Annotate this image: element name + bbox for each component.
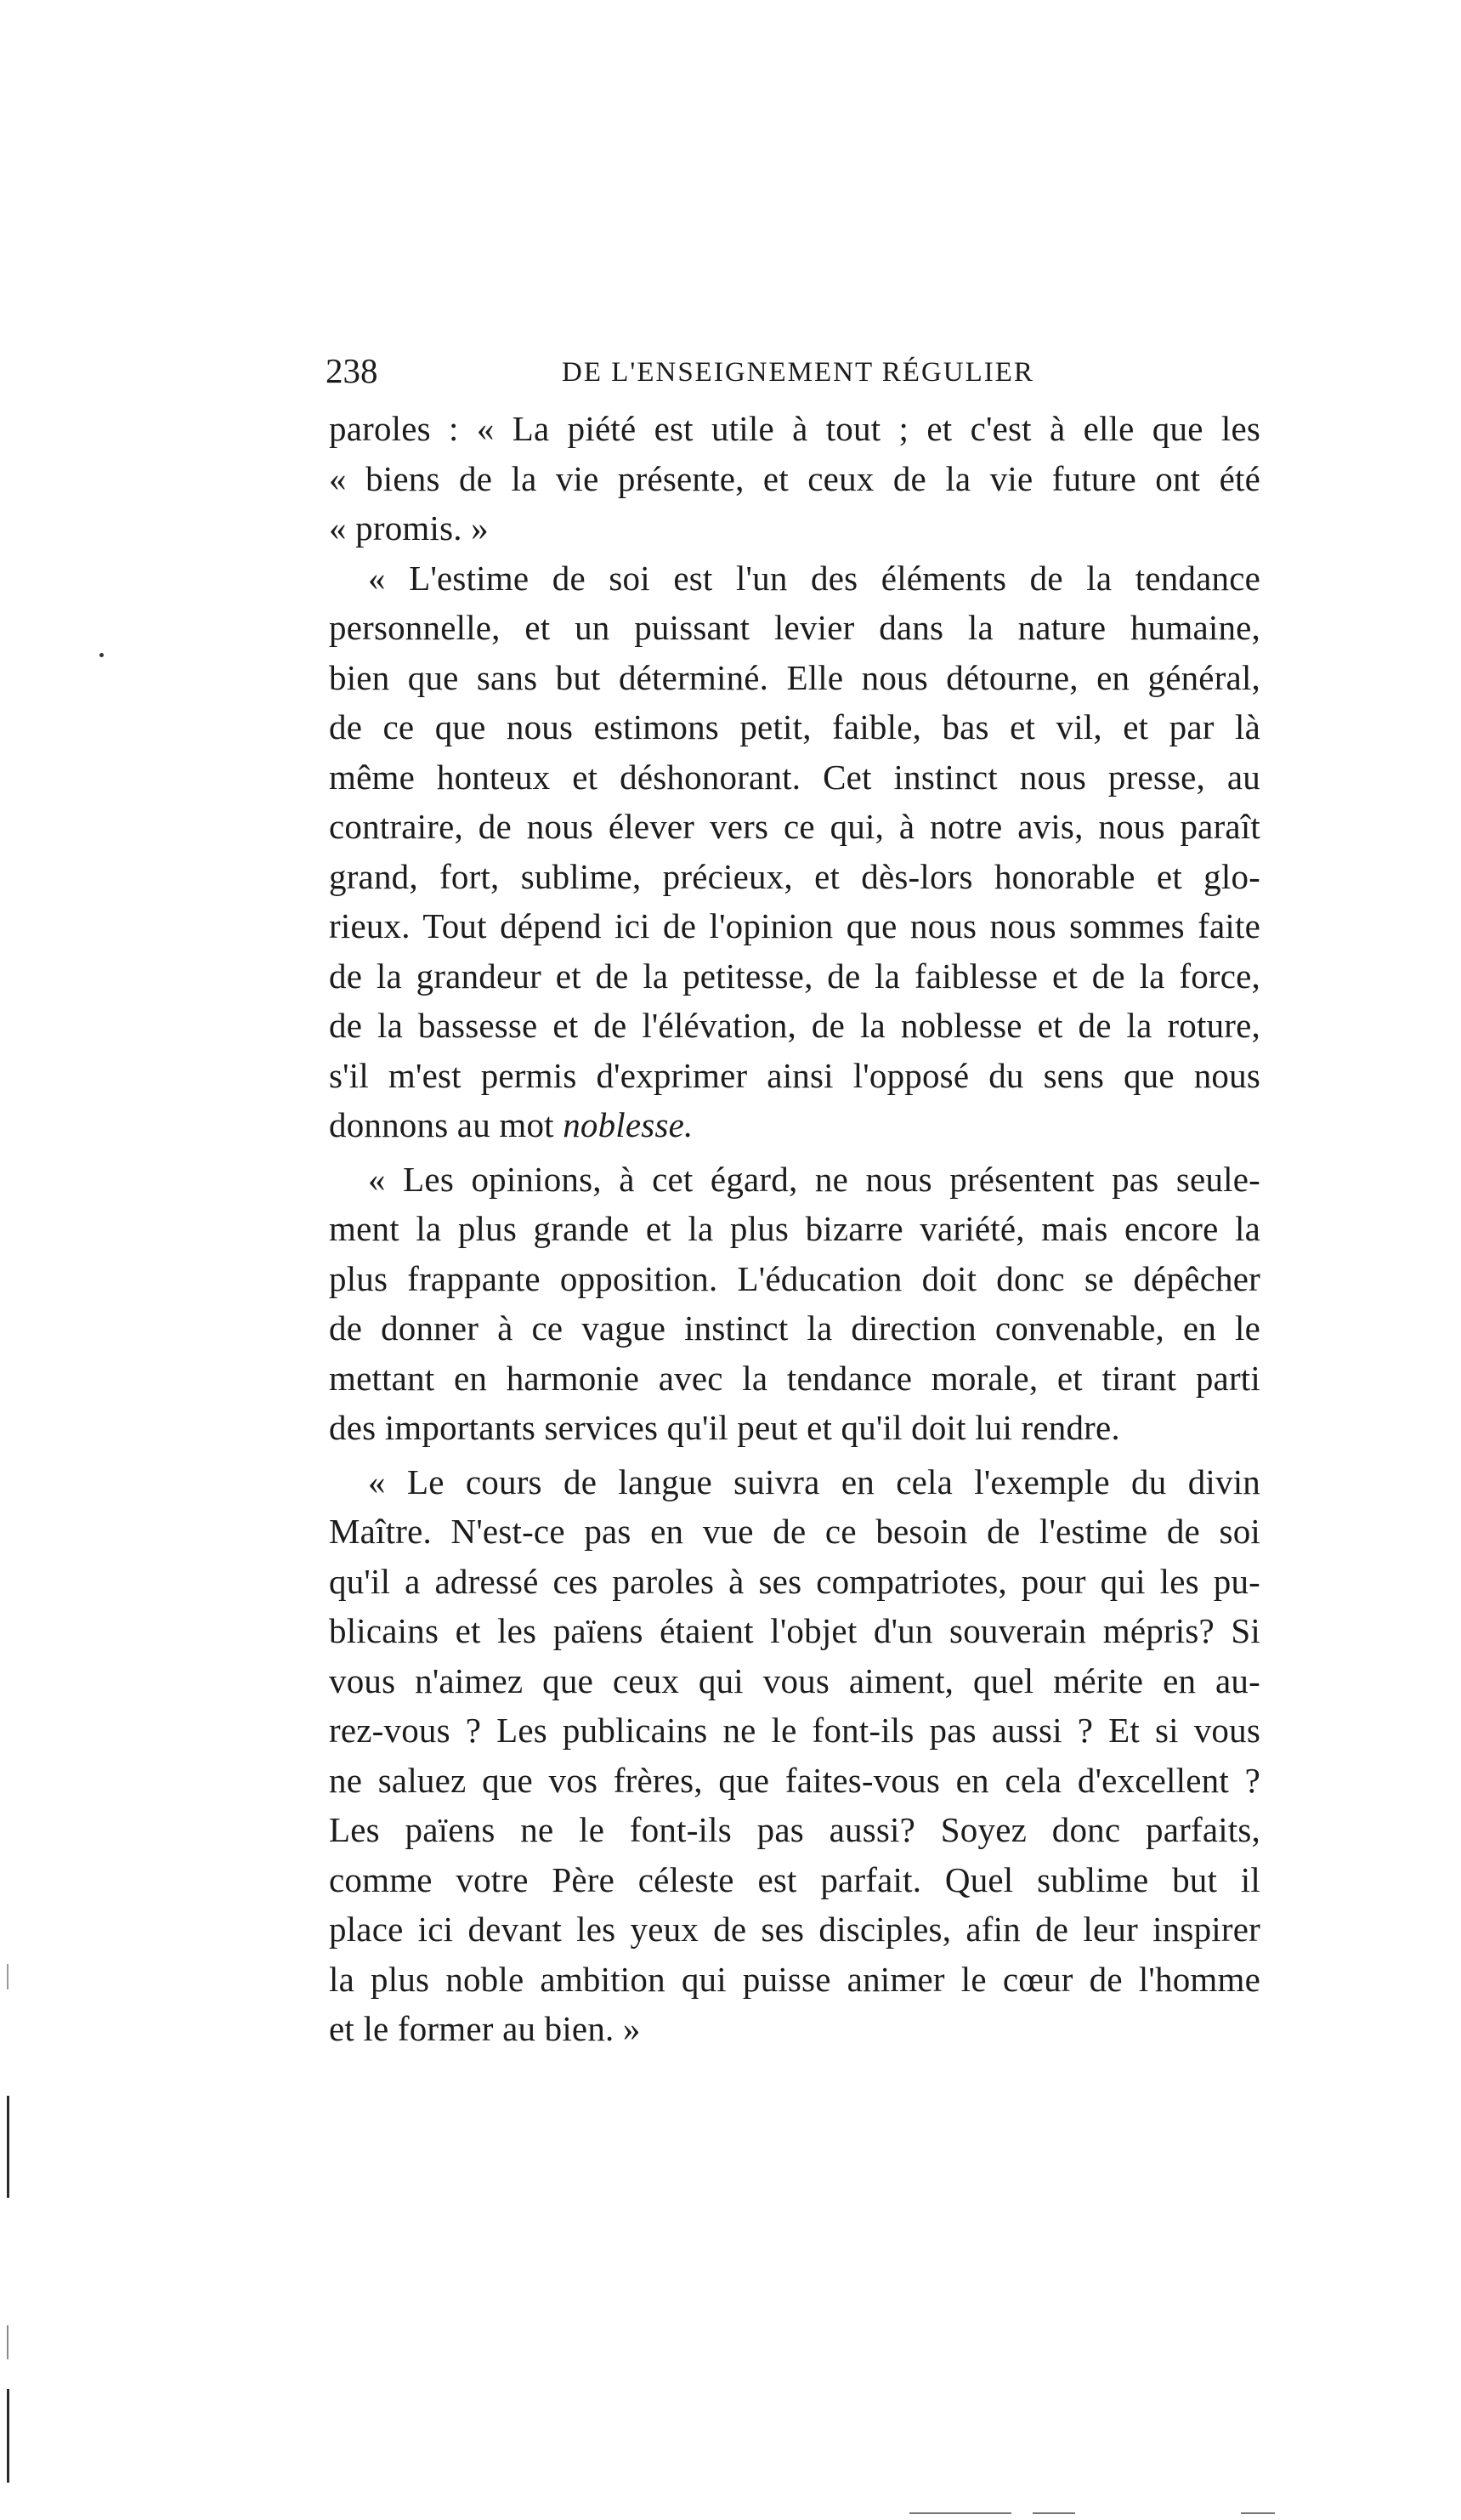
text-line: la plus noble ambition qui puisse animer le cœur de l'homme (329, 1959, 1260, 1999)
binding-mark (7, 1964, 8, 1989)
page-number: 238 (326, 351, 378, 390)
paragraph-start-line: « Le cours de langue suivra en cela l'exemple du divin (368, 1461, 1260, 1501)
text-line: « biens de la vie présente, et ceux de la vie future ont été (329, 458, 1260, 498)
text-line: Les païens ne le font-ils pas aussi? Soyez donc parfaits, (329, 1810, 1260, 1849)
text-line: ne saluez que vos frères, que faites-vous en cela d'excellent ? (329, 1760, 1260, 1800)
text-line: et le former au bien. » (329, 2009, 641, 2048)
text-line: place ici devant les yeux de ses disciples, afin de leur inspirer (329, 1910, 1260, 1949)
text-line: ment la plus grande et la plus bizarre variété, mais encore la (329, 1209, 1260, 1248)
paragraph-start-line: « Les opinions, à cet égard, ne nous présentent pas seule- (368, 1159, 1260, 1199)
text-line: plus frappante opposition. L'éducation doit donc se dépêcher (329, 1258, 1260, 1298)
text-line: mettant en harmonie avec la tendance morale, et tirant parti (329, 1358, 1260, 1398)
text-line: vous n'aimez que ceux qui vous aiment, quel mérite en au- (329, 1660, 1260, 1700)
text-line: de la bassesse et de l'élévation, de la noblesse et de la roture, (329, 1006, 1260, 1045)
binding-mark (7, 2096, 9, 2198)
page-header (326, 349, 1260, 400)
text-line: grand, fort, sublime, précieux, et dès-lors honorable et glo- (329, 856, 1260, 896)
scan-mark (909, 2512, 1011, 2514)
paragraph-start-line: « L'estime de soi est l'un des éléments de la tendance (368, 558, 1260, 598)
text-line: même honteux et déshonorant. Cet instinct nous presse, au (329, 757, 1260, 797)
text-line: « promis. » (329, 508, 489, 548)
running-title: DE L'ENSEIGNEMENT RÉGULIER (562, 357, 1034, 388)
text-line: rieux. Tout dépend ici de l'opinion que nous nous sommes faite (329, 906, 1260, 945)
italic-word: noblesse. (563, 1105, 694, 1144)
text-line: de ce que nous estimons petit, faible, bas et vil, et par là (329, 707, 1260, 746)
text-line: rez-vous ? Les publicains ne le font-ils pas aussi ? Et si vous (329, 1711, 1260, 1750)
text-line: des importants services qu'il peut et qu'il doit lui rendre. (329, 1408, 1120, 1447)
scan-mark (1033, 2512, 1075, 2514)
text-line: s'il m'est permis d'exprimer ainsi l'opposé du sens que nous (329, 1055, 1260, 1095)
body-text (329, 404, 1260, 2054)
scan-mark (1241, 2512, 1275, 2514)
text-line: bien que sans but déterminé. Elle nous détourne, en général, (329, 657, 1260, 697)
text-line: blicains et les païens étaient l'objet d'un souverain mépris? Si (329, 1611, 1260, 1650)
text-line: qu'il a adressé ces paroles à ses compatriotes, pour qui les pu- (329, 1561, 1260, 1601)
text-line: comme votre Père céleste est parfait. Quel sublime but il (329, 1859, 1260, 1899)
binding-mark (7, 2389, 9, 2483)
text-line: Maître. N'est-ce pas en vue de ce besoin de l'estime de soi (329, 1512, 1260, 1551)
text-fragment: donnons au mot (329, 1105, 554, 1144)
text-line: paroles : « La piété est utile à tout ; et c'est à elle que les (329, 409, 1260, 448)
text-line: de la grandeur et de la petitesse, de la faiblesse et de la force, (329, 956, 1260, 996)
text-line (329, 1100, 1260, 1150)
binding-mark (7, 2325, 8, 2359)
text-line: personnelle, et un puissant levier dans la nature humaine, (329, 608, 1260, 647)
text-line: de donner à ce vague instinct la direction convenable, en le (329, 1308, 1260, 1348)
text-line: contraire, de nous élever vers ce qui, à notre avis, nous paraît (329, 807, 1260, 846)
margin-speck (99, 653, 104, 657)
